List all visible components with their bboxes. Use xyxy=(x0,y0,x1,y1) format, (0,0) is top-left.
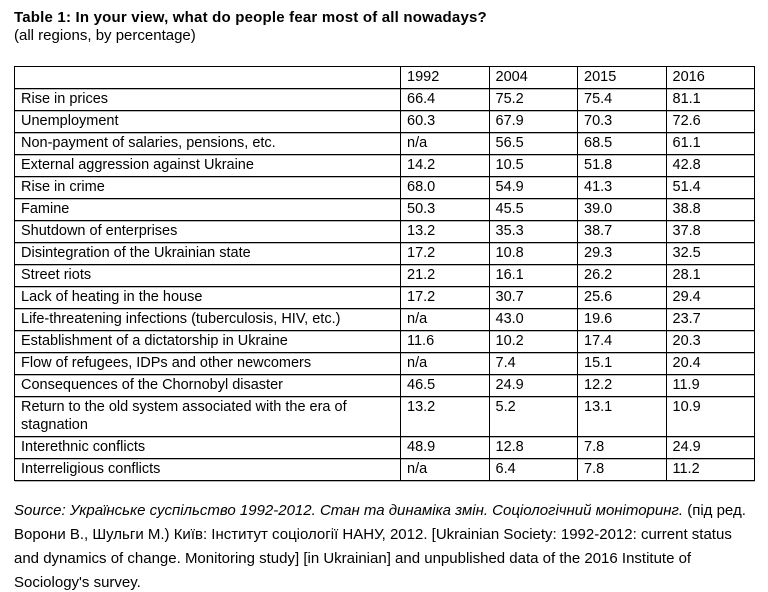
row-label: Non-payment of salaries, pensions, etc. xyxy=(15,133,401,155)
value-cell: 32.5 xyxy=(666,243,755,265)
value-cell: 16.1 xyxy=(489,265,578,287)
row-label: Unemployment xyxy=(15,111,401,133)
table-row xyxy=(15,353,755,375)
value-cell: 17.4 xyxy=(578,331,667,353)
value-cell: 81.1 xyxy=(666,89,755,111)
value-cell: 17.2 xyxy=(401,287,490,309)
value-cell: 38.8 xyxy=(666,199,755,221)
value-cell: 39.0 xyxy=(578,199,667,221)
value-cell: 42.8 xyxy=(666,155,755,177)
table-row xyxy=(15,309,755,331)
row-label: Life-threatening infections (tuberculosis, HIV, etc.) xyxy=(15,309,401,331)
row-label: Establishment of a dictatorship in Ukraine xyxy=(15,331,401,353)
value-cell: 45.5 xyxy=(489,199,578,221)
value-cell: 56.5 xyxy=(489,133,578,155)
value-cell: 23.7 xyxy=(666,309,755,331)
value-cell: 25.6 xyxy=(578,287,667,309)
value-cell: 12.2 xyxy=(578,375,667,397)
value-cell: 54.9 xyxy=(489,177,578,199)
table-row xyxy=(15,287,755,309)
table-row xyxy=(15,199,755,221)
table-row xyxy=(15,177,755,199)
value-cell: 20.3 xyxy=(666,331,755,353)
value-cell: 60.3 xyxy=(401,111,490,133)
value-cell: n/a xyxy=(401,309,490,331)
row-label: External aggression against Ukraine xyxy=(15,155,401,177)
value-cell: 51.4 xyxy=(666,177,755,199)
value-cell: 11.6 xyxy=(401,331,490,353)
table-row xyxy=(15,133,755,155)
table-row xyxy=(15,243,755,265)
row-label: Shutdown of enterprises xyxy=(15,221,401,243)
row-label: Disintegration of the Ukrainian state xyxy=(15,243,401,265)
column-header-year: 2015 xyxy=(578,67,667,89)
row-label: Rise in crime xyxy=(15,177,401,199)
value-cell: 21.2 xyxy=(401,265,490,287)
value-cell: n/a xyxy=(401,459,490,481)
table-row xyxy=(15,111,755,133)
value-cell: 35.3 xyxy=(489,221,578,243)
value-cell: 12.8 xyxy=(489,437,578,459)
row-label: Street riots xyxy=(15,265,401,287)
value-cell: 6.4 xyxy=(489,459,578,481)
row-label: Interethnic conflicts xyxy=(15,437,401,459)
value-cell: 10.8 xyxy=(489,243,578,265)
source-citation-ukrainian-italic: Source: Українське суспільство 1992-2012. Стан та динаміка змін. Соціологічний моніторинг. xyxy=(14,502,684,519)
value-cell: 28.1 xyxy=(666,265,755,287)
value-cell: 43.0 xyxy=(489,309,578,331)
value-cell: 10.5 xyxy=(489,155,578,177)
table-row xyxy=(15,331,755,353)
value-cell: 11.2 xyxy=(666,459,755,481)
value-cell: 75.2 xyxy=(489,89,578,111)
value-cell: 61.1 xyxy=(666,133,755,155)
table-row xyxy=(15,89,755,111)
source-citation xyxy=(14,499,752,592)
value-cell: 19.6 xyxy=(578,309,667,331)
value-cell: 13.1 xyxy=(578,397,667,437)
row-label: Famine xyxy=(15,199,401,221)
value-cell: 7.8 xyxy=(578,437,667,459)
column-header-year: 1992 xyxy=(401,67,490,89)
fears-table xyxy=(14,66,755,481)
value-cell: 24.9 xyxy=(666,437,755,459)
value-cell: 75.4 xyxy=(578,89,667,111)
table-subtitle: (all regions, by percentage) xyxy=(14,27,196,44)
table-row xyxy=(15,155,755,177)
value-cell: 50.3 xyxy=(401,199,490,221)
row-label: Consequences of the Chornobyl disaster xyxy=(15,375,401,397)
value-cell: 37.8 xyxy=(666,221,755,243)
value-cell: 70.3 xyxy=(578,111,667,133)
value-cell: 46.5 xyxy=(401,375,490,397)
value-cell: 15.1 xyxy=(578,353,667,375)
value-cell: 68.0 xyxy=(401,177,490,199)
value-cell: 48.9 xyxy=(401,437,490,459)
value-cell: 68.5 xyxy=(578,133,667,155)
value-cell: 30.7 xyxy=(489,287,578,309)
table-row xyxy=(15,397,755,437)
value-cell: 51.8 xyxy=(578,155,667,177)
value-cell: 38.7 xyxy=(578,221,667,243)
table-row xyxy=(15,265,755,287)
row-label: Return to the old system associated with the era of stagnation xyxy=(15,397,401,437)
value-cell: 14.2 xyxy=(401,155,490,177)
value-cell: 26.2 xyxy=(578,265,667,287)
row-label: Lack of heating in the house xyxy=(15,287,401,309)
table-row xyxy=(15,459,755,481)
value-cell: 10.2 xyxy=(489,331,578,353)
value-cell: 5.2 xyxy=(489,397,578,437)
value-cell: 67.9 xyxy=(489,111,578,133)
value-cell: 10.9 xyxy=(666,397,755,437)
table-row xyxy=(15,375,755,397)
table-row xyxy=(15,221,755,243)
value-cell: 41.3 xyxy=(578,177,667,199)
value-cell: 72.6 xyxy=(666,111,755,133)
value-cell: 17.2 xyxy=(401,243,490,265)
source-citation-rest: (під ред. Ворони В., Шульги М.) Київ: Інститут соціології НАНУ, 2012. [Ukrainian Society: 1992-2012: current status and dynamics of change. Monitoring study] [in Ukrainian] and unpublished data of the 2016 Institute of Sociology's survey. xyxy=(14,502,746,591)
column-header-year: 2016 xyxy=(666,67,755,89)
value-cell: 11.9 xyxy=(666,375,755,397)
value-cell: 20.4 xyxy=(666,353,755,375)
table-row xyxy=(15,437,755,459)
value-cell: 13.2 xyxy=(401,397,490,437)
value-cell: 7.8 xyxy=(578,459,667,481)
value-cell: 66.4 xyxy=(401,89,490,111)
value-cell: n/a xyxy=(401,133,490,155)
table-header-row xyxy=(15,67,755,89)
row-label: Interreligious conflicts xyxy=(15,459,401,481)
value-cell: n/a xyxy=(401,353,490,375)
row-label: Flow of refugees, IDPs and other newcomers xyxy=(15,353,401,375)
table-title: Table 1: In your view, what do people fear most of all nowadays? xyxy=(14,9,487,26)
value-cell: 29.3 xyxy=(578,243,667,265)
value-cell: 13.2 xyxy=(401,221,490,243)
value-cell: 24.9 xyxy=(489,375,578,397)
column-header-blank xyxy=(15,67,401,89)
value-cell: 7.4 xyxy=(489,353,578,375)
row-label: Rise in prices xyxy=(15,89,401,111)
value-cell: 29.4 xyxy=(666,287,755,309)
table-header xyxy=(15,67,755,89)
column-header-year: 2004 xyxy=(489,67,578,89)
